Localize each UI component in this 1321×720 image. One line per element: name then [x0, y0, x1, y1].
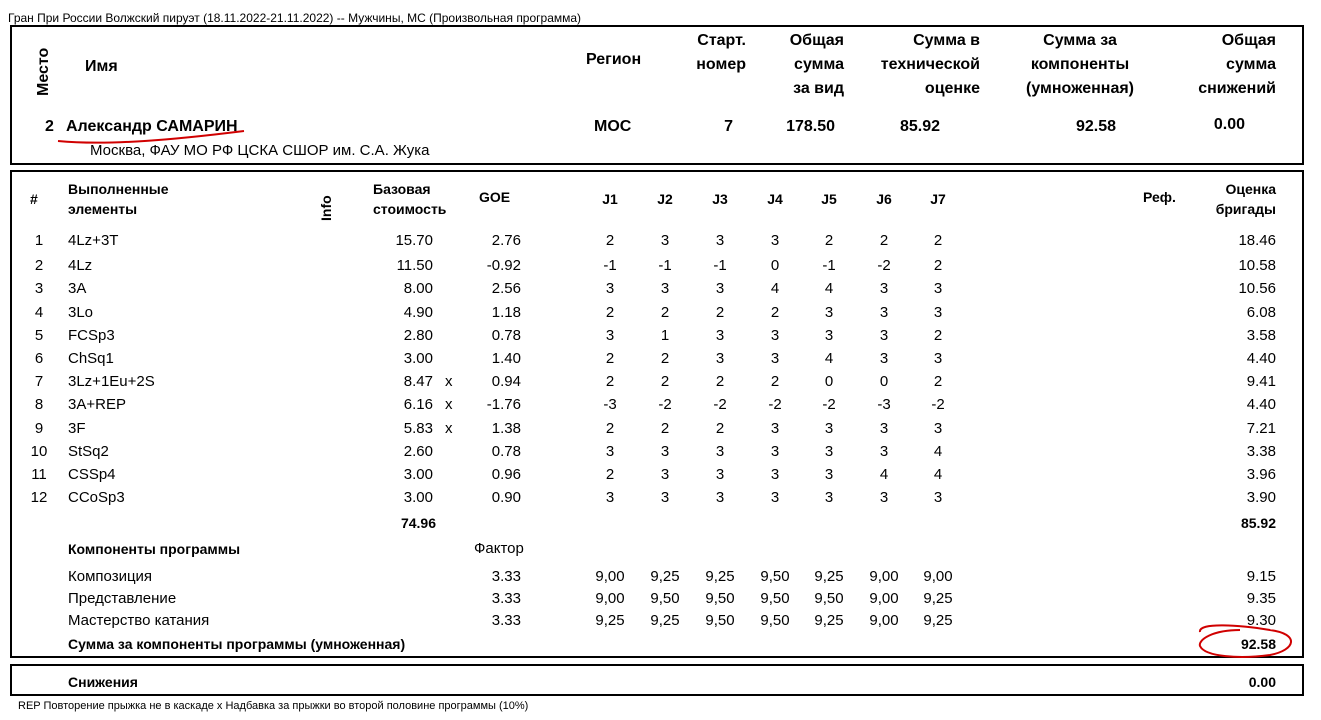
- element-judge-score: 3: [715, 327, 725, 344]
- element-judge-score: 3: [879, 350, 889, 367]
- element-judge-score: 2: [660, 373, 670, 390]
- element-panel-score: 9.41: [1246, 373, 1276, 390]
- component-judge-score: 9,25: [650, 568, 680, 585]
- component-score: 9.15: [1246, 568, 1276, 585]
- total-label: Общая сумма за вид: [789, 32, 844, 97]
- col-ref-label: Реф.: [1143, 189, 1176, 205]
- tech-total: 85.92: [1240, 515, 1276, 531]
- component-judge-score: 9,25: [923, 612, 953, 629]
- ded-label: Общая сумма снижений: [1198, 32, 1276, 97]
- deductions-value: 0.00: [1248, 674, 1276, 690]
- element-judge-score: 3: [715, 280, 725, 297]
- element-number: 6: [34, 350, 44, 367]
- element-judge-score: 3: [824, 327, 834, 344]
- tech-label: Сумма в технической оценке: [880, 32, 980, 97]
- skater-name: Александр САМАРИН: [66, 118, 238, 135]
- element-base: 8.47: [403, 373, 433, 390]
- component-judge-score: 9,50: [705, 612, 735, 629]
- element-code: 3Lz+1Eu+2S: [68, 373, 155, 390]
- element-judge-score: 4: [879, 466, 889, 483]
- col-judge-label: J6: [876, 191, 892, 207]
- component-judge-score: 9,00: [869, 612, 899, 629]
- element-judge-score: 4: [933, 443, 943, 460]
- col-judge-label: J1: [602, 191, 618, 207]
- element-number: 2: [34, 257, 44, 274]
- element-judge-score: -3: [877, 396, 891, 413]
- element-goe: 1.38: [491, 420, 521, 437]
- element-judge-score: -1: [603, 257, 617, 274]
- element-judge-score: 2: [933, 257, 943, 274]
- element-judge-score: 3: [770, 489, 780, 506]
- element-number: 4: [34, 304, 44, 321]
- col-elements-label: Выполненные элементы: [68, 181, 169, 217]
- component-score: 9.35: [1246, 590, 1276, 607]
- element-judge-score: 3: [879, 304, 889, 321]
- element-judge-score: 3: [660, 232, 670, 249]
- element-judge-score: 3: [770, 466, 780, 483]
- element-judge-score: 2: [770, 373, 780, 390]
- element-judge-score: -2: [877, 257, 891, 274]
- element-base: 8.00: [403, 280, 433, 297]
- element-judge-score: -2: [822, 396, 836, 413]
- element-goe: 1.40: [491, 350, 521, 367]
- element-judge-score: 4: [770, 280, 780, 297]
- col-judge-label: J3: [712, 191, 728, 207]
- element-base: 6.16: [403, 396, 433, 413]
- element-judge-score: 3: [605, 327, 615, 344]
- name-label: Имя: [85, 58, 118, 75]
- component-judge-score: 9,50: [814, 590, 844, 607]
- region-label: Регион: [586, 51, 642, 68]
- comp-sum-circle-mark: [1200, 625, 1291, 657]
- element-code: CCoSp3: [68, 489, 125, 506]
- element-judge-score: 2: [605, 420, 615, 437]
- component-factor: 3.33: [491, 590, 521, 607]
- element-panel-score: 10.58: [1238, 257, 1276, 274]
- element-base: 3.00: [403, 466, 433, 483]
- element-judge-score: -1: [822, 257, 836, 274]
- element-panel-score: 3.38: [1246, 443, 1276, 460]
- element-judge-score: 2: [824, 232, 834, 249]
- element-judge-score: 3: [605, 443, 615, 460]
- component-score: 9.30: [1246, 612, 1276, 629]
- element-judge-score: -3: [603, 396, 617, 413]
- skater-ded: 0.00: [1213, 116, 1245, 133]
- skater-region: MOC: [594, 118, 632, 135]
- skater-club: Москва, ФАУ МО РФ ЦСКА СШОР им. С.А. Жука: [90, 142, 430, 159]
- component-judge-score: 9,00: [869, 590, 899, 607]
- element-judge-score: 2: [605, 466, 615, 483]
- col-judge-label: J4: [767, 191, 783, 207]
- element-judge-score: 2: [605, 350, 615, 367]
- element-base: 15.70: [395, 232, 433, 249]
- element-code: 4Lz: [68, 257, 93, 274]
- element-judge-score: -2: [931, 396, 945, 413]
- element-judge-score: 4: [824, 280, 834, 297]
- element-judge-score: -1: [713, 257, 727, 274]
- element-judge-score: 3: [715, 350, 725, 367]
- element-judge-score: 3: [715, 443, 725, 460]
- col-panel-label: Оценка бригады: [1215, 181, 1276, 217]
- element-bonus-mark: x: [445, 373, 453, 390]
- name-underline-mark: [58, 131, 244, 143]
- skater-total: 178.50: [786, 118, 835, 135]
- comp-sum-label: Сумма за компоненты программы (умноженная): [68, 636, 406, 652]
- element-number: 8: [34, 396, 44, 413]
- element-judge-score: 3: [879, 443, 889, 460]
- element-judge-score: 3: [770, 420, 780, 437]
- element-judge-score: 2: [605, 232, 615, 249]
- element-judge-score: 2: [770, 304, 780, 321]
- component-judge-score: 9,50: [650, 590, 680, 607]
- element-number: 3: [34, 280, 44, 297]
- element-judge-score: 3: [879, 420, 889, 437]
- element-judge-score: 4: [824, 350, 834, 367]
- element-judge-score: 2: [715, 420, 725, 437]
- element-goe: 1.18: [491, 304, 521, 321]
- deductions-label: Снижения: [68, 674, 138, 690]
- element-judge-score: 3: [933, 304, 943, 321]
- element-judge-score: 3: [879, 489, 889, 506]
- element-judge-score: 2: [660, 304, 670, 321]
- component-name: Композиция: [68, 568, 153, 585]
- element-judge-score: 3: [879, 327, 889, 344]
- component-judge-score: 9,00: [595, 568, 625, 585]
- element-judge-score: 2: [605, 373, 615, 390]
- element-judge-score: 3: [660, 443, 670, 460]
- footnote: REP Повторение прыжка не в каскаде x Надбавка за прыжки во второй половине программы (10%): [18, 700, 529, 712]
- element-number: 1: [34, 232, 44, 249]
- component-judge-score: 9,50: [760, 590, 790, 607]
- skater-tech: 85.92: [899, 118, 940, 135]
- component-judge-score: 9,25: [814, 568, 844, 585]
- element-number: 7: [34, 373, 44, 390]
- element-base: 3.00: [403, 350, 433, 367]
- element-base: 2.80: [403, 327, 433, 344]
- component-judge-score: 9,00: [869, 568, 899, 585]
- col-num-label: #: [30, 191, 38, 207]
- col-judge-label: J2: [657, 191, 673, 207]
- element-panel-score: 4.40: [1246, 396, 1276, 413]
- element-judge-score: 3: [605, 280, 615, 297]
- element-base: 3.00: [403, 489, 433, 506]
- element-base: 5.83: [403, 420, 433, 437]
- element-goe: 0.78: [491, 327, 521, 344]
- element-code: StSq2: [68, 443, 109, 460]
- element-panel-score: 18.46: [1238, 232, 1276, 249]
- element-judge-score: -2: [658, 396, 672, 413]
- element-judge-score: 3: [660, 466, 670, 483]
- element-panel-score: 7.21: [1246, 420, 1276, 437]
- element-panel-score: 3.58: [1246, 327, 1276, 344]
- element-judge-score: 3: [824, 466, 834, 483]
- element-panel-score: 10.56: [1238, 280, 1276, 297]
- component-judge-score: 9,25: [923, 590, 953, 607]
- element-judge-score: 4: [933, 466, 943, 483]
- element-judge-score: 3: [770, 443, 780, 460]
- start-label: Старт. номер: [696, 32, 746, 73]
- element-judge-score: 0: [879, 373, 889, 390]
- component-judge-score: 9,00: [923, 568, 953, 585]
- element-bonus-mark: x: [445, 420, 453, 437]
- element-judge-score: 2: [715, 373, 725, 390]
- element-judge-score: 2: [605, 304, 615, 321]
- component-name: Представление: [68, 590, 177, 607]
- element-code: 3Lo: [68, 304, 94, 321]
- element-judge-score: 3: [770, 350, 780, 367]
- element-judge-score: 3: [715, 466, 725, 483]
- skater-comp: 92.58: [1075, 118, 1116, 135]
- factor-label: Фактор: [474, 540, 524, 557]
- component-judge-score: 9,00: [595, 590, 625, 607]
- element-judge-score: -2: [768, 396, 782, 413]
- element-code: 3A: [68, 280, 87, 297]
- element-judge-score: 2: [933, 327, 943, 344]
- element-judge-score: 2: [879, 232, 889, 249]
- component-judge-score: 9,25: [814, 612, 844, 629]
- element-judge-score: -1: [658, 257, 672, 274]
- col-judge-label: J5: [821, 191, 837, 207]
- element-base: 2.60: [403, 443, 433, 460]
- element-judge-score: 3: [715, 232, 725, 249]
- component-judge-score: 9,50: [760, 568, 790, 585]
- element-judge-score: 3: [660, 489, 670, 506]
- element-judge-score: 3: [933, 489, 943, 506]
- element-judge-score: 3: [824, 443, 834, 460]
- base-total: 74.96: [400, 515, 436, 531]
- element-goe: 0.90: [491, 489, 521, 506]
- element-number: 11: [31, 466, 47, 483]
- element-code: FCSp3: [68, 327, 115, 344]
- element-goe: -1.76: [486, 396, 521, 413]
- component-judge-score: 9,25: [705, 568, 735, 585]
- element-goe: 2.56: [491, 280, 521, 297]
- element-judge-score: 2: [933, 373, 943, 390]
- component-name: Мастерство катания: [68, 612, 210, 629]
- element-goe: 2.76: [491, 232, 521, 249]
- component-factor: 3.33: [491, 612, 521, 629]
- element-judge-score: 2: [660, 350, 670, 367]
- element-number: 12: [30, 489, 48, 506]
- element-judge-score: -2: [713, 396, 727, 413]
- component-judge-score: 9,25: [650, 612, 680, 629]
- element-judge-score: 2: [660, 420, 670, 437]
- col-info-label: Info: [318, 195, 334, 221]
- element-judge-score: 0: [824, 373, 834, 390]
- element-judge-score: 3: [933, 420, 943, 437]
- element-code: 3F: [68, 420, 86, 437]
- skater-place: 2: [45, 118, 54, 135]
- col-base-label: Базовая стоимость: [373, 181, 447, 217]
- element-base: 11.50: [396, 257, 433, 274]
- comp-sum-value: 92.58: [1240, 636, 1276, 652]
- element-goe: 0.96: [491, 466, 521, 483]
- element-panel-score: 3.96: [1246, 466, 1276, 483]
- element-goe: -0.92: [486, 257, 521, 274]
- element-judge-score: 3: [770, 327, 780, 344]
- element-judge-score: 3: [824, 304, 834, 321]
- col-judge-label: J7: [930, 191, 946, 207]
- component-judge-score: 9,50: [705, 590, 735, 607]
- element-code: 3A+REP: [68, 396, 126, 413]
- element-panel-score: 3.90: [1246, 489, 1276, 506]
- component-judge-score: 9,25: [595, 612, 625, 629]
- element-code: ChSq1: [68, 350, 114, 367]
- skater-start-no: 7: [724, 118, 733, 135]
- component-factor: 3.33: [491, 568, 521, 585]
- element-goe: 0.78: [491, 443, 521, 460]
- components-label: Компоненты программы: [68, 541, 241, 557]
- element-judge-score: 3: [770, 232, 780, 249]
- element-judge-score: 3: [879, 280, 889, 297]
- element-judge-score: 3: [824, 420, 834, 437]
- element-judge-score: 2: [715, 304, 725, 321]
- element-base: 4.90: [403, 304, 433, 321]
- element-judge-score: 3: [933, 350, 943, 367]
- element-judge-score: 3: [824, 489, 834, 506]
- component-judge-score: 9,50: [760, 612, 790, 629]
- element-goe: 0.94: [491, 373, 521, 390]
- comp-label: Сумма за компоненты (умноженная): [1026, 32, 1134, 97]
- place-label: Место: [35, 47, 52, 96]
- element-number: 9: [34, 420, 44, 437]
- element-judge-score: 0: [770, 257, 780, 274]
- element-number: 10: [30, 443, 48, 460]
- col-goe-label: GOE: [479, 189, 511, 205]
- element-code: 4Lz+3T: [68, 232, 119, 249]
- event-title: Гран При России Волжский пируэт (18.11.2022-21.11.2022) -- Мужчины, МС (Произвольная программа): [8, 11, 582, 25]
- element-panel-score: 4.40: [1246, 350, 1276, 367]
- element-panel-score: 6.08: [1246, 304, 1276, 321]
- element-judge-score: 3: [660, 280, 670, 297]
- element-judge-score: 2: [933, 232, 943, 249]
- element-judge-score: 3: [933, 280, 943, 297]
- element-code: CSSp4: [68, 466, 116, 483]
- element-bonus-mark: x: [445, 396, 453, 413]
- element-judge-score: 3: [715, 489, 725, 506]
- element-judge-score: 1: [660, 327, 670, 344]
- element-number: 5: [34, 327, 44, 344]
- element-judge-score: 3: [605, 489, 615, 506]
